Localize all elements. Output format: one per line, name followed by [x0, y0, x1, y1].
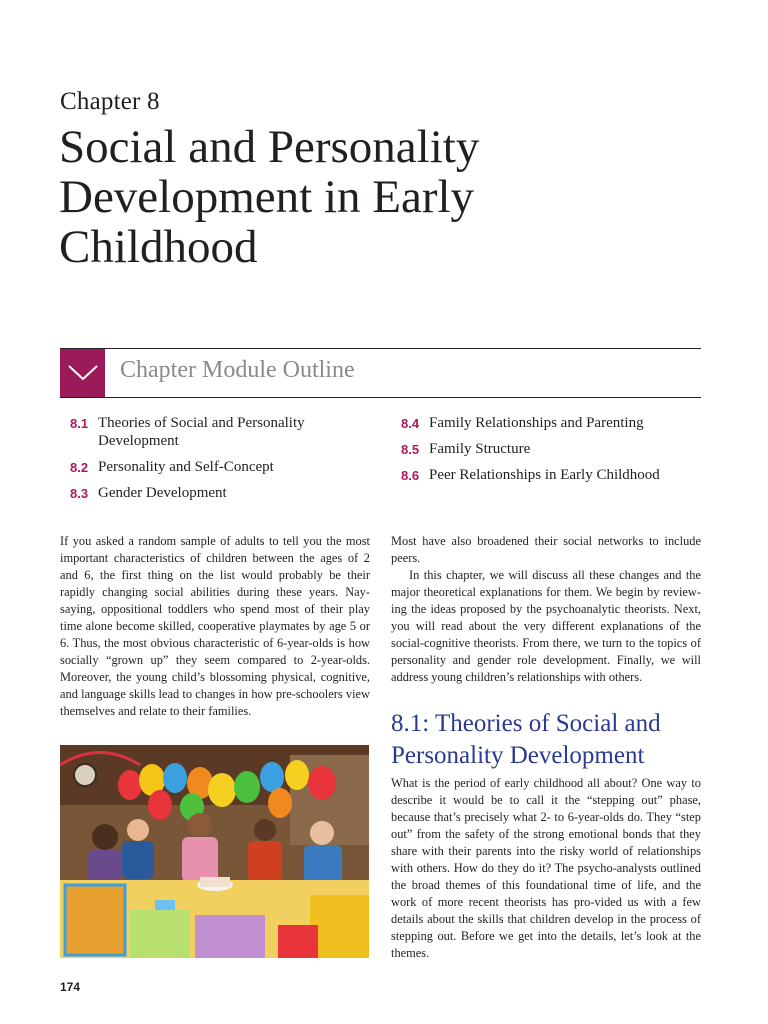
outline-icon-box — [60, 349, 105, 397]
intro-paragraph: In this chapter, we will discuss all these changes and the major theoretical explanations for them. We begin by review-ing the ideas proposed by the psychoanalytic theorists. Next, you will read about the very different explanations of the social-cognitive theorists. From there, we turn to the topics of personality and gender role development. Finally, we will address young children’s relationships with others. — [391, 568, 701, 684]
toc-number: 8.2 — [70, 460, 89, 475]
section-heading: 8.1: Theories of Social and Personality Development — [391, 710, 661, 769]
toc-label: Personality and Self-Concept — [98, 459, 274, 475]
toc-label: Family Structure — [429, 441, 531, 457]
toc-number: 8.5 — [401, 442, 420, 457]
toc-item[interactable] — [401, 414, 709, 433]
toc-item[interactable] — [70, 414, 328, 450]
toc-number: 8.6 — [401, 468, 420, 483]
toc-item[interactable] — [401, 440, 709, 459]
outline-heading: Chapter Module Outline — [120, 357, 355, 383]
toc-number: 8.4 — [401, 416, 420, 431]
toc-number: 8.3 — [70, 486, 89, 501]
toc-number: 8.1 — [70, 416, 89, 431]
chapter-title-line: Childhood — [59, 221, 258, 273]
toc-label: Gender Development — [98, 485, 227, 501]
chapter-title-line: Development in Early — [59, 171, 475, 223]
section-paragraph: What is the period of early childhood all about? One way to describe it would be to call it the “stepping out” phase, because that’s precisely what 2- to 6-year-olds do. They “step out” from the safety of the strong emotional bonds that they share with their parents into the risky world of relationships with others. How do they do it? The psycho-analysts outlined the broad themes of this foundational time of life, and the work of more recent theorists has pro-vided us with a few details about the skills that children develop in the process of stepping out. Before we get into the details, let’s look at the themes. — [391, 776, 701, 960]
toc-item[interactable] — [401, 466, 709, 485]
toc-item[interactable] — [70, 484, 338, 503]
toc-label: Family Relationships and Parenting — [429, 415, 644, 431]
outline-bar — [60, 348, 701, 398]
toc-label: Theories of Social and Personality Development — [98, 415, 305, 449]
chapter-title — [59, 122, 579, 272]
toc-label: Peer Relationships in Early Childhood — [429, 467, 660, 483]
intro-paragraph-continued: Most have also broadened their social networks to include peers. — [391, 534, 701, 565]
chapter-title-line: Social and Personality — [59, 121, 480, 173]
page-number: 174 — [60, 980, 81, 994]
birthday-party-photo — [60, 745, 369, 958]
intro-paragraph: If you asked a random sample of adults to tell you the most important characteristics of children between the ages of 2 and 6, the first thing on the list would probably be their rapidly changing social abilities during these years. Nay-saying, oppositional toddlers who spend most of their play time alone become skilled, cooperative playmates by age 5 or 6. Thus, the most obvious characteristic of 6-year-olds is how socially “grown up” they seem compared to 2-year-olds. Moreover, the young child’s blossoming physical, cognitive, and language skills lead to changes in how pre-schoolers view themselves and relate to their families. — [60, 534, 370, 718]
chapter-label: Chapter 8 — [60, 88, 160, 115]
birthday-party-illustration — [60, 745, 369, 958]
toc-item[interactable] — [70, 458, 338, 477]
chevron-down-icon — [67, 363, 99, 383]
